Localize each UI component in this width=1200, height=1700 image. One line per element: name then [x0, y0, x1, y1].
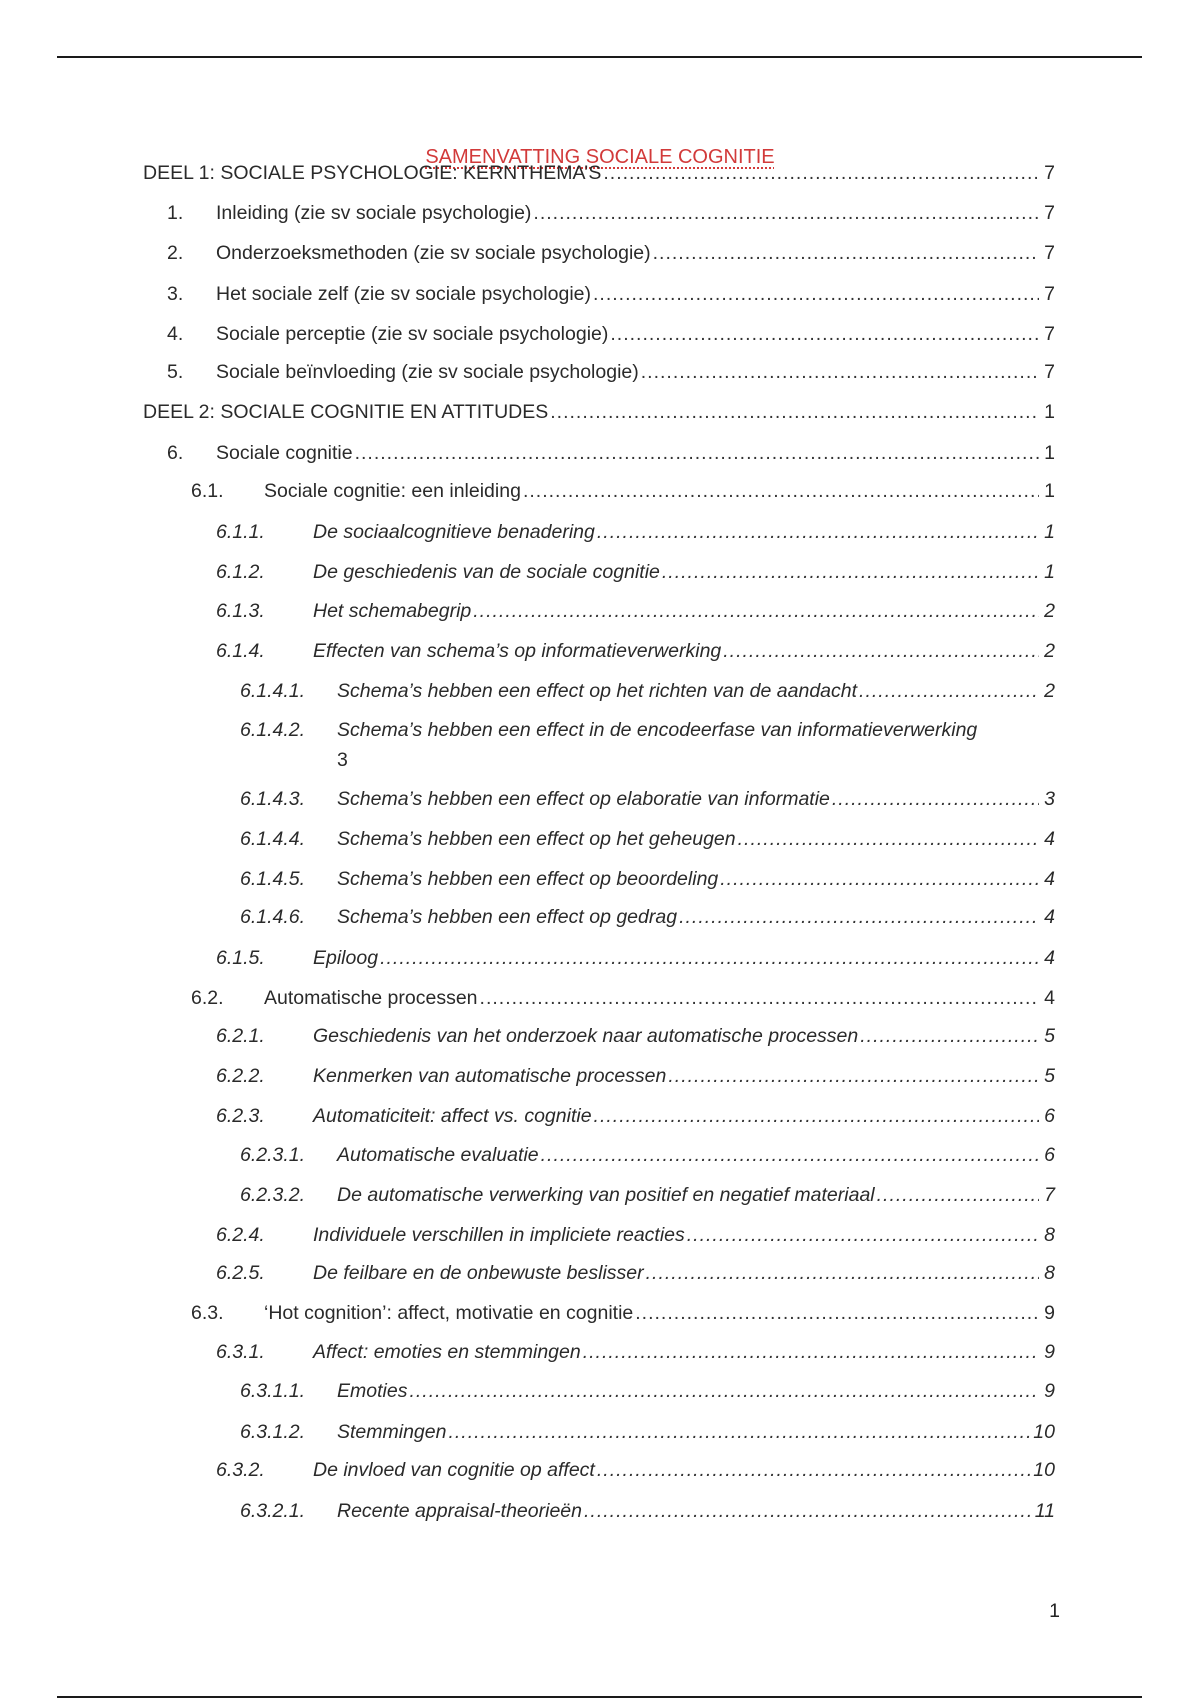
toc-entry-page: 6	[1044, 1144, 1055, 1166]
toc-entry-title: DEEL 1: SOCIALE PSYCHOLOGIE: KERNTHEMA’S	[143, 162, 602, 184]
toc-entry-page: 4	[1044, 828, 1055, 850]
toc-entry-page: 3	[337, 749, 348, 771]
toc-entry[interactable]	[0, 1376, 1200, 1406]
toc-entry-page: 1	[1044, 521, 1055, 543]
toc-entry-number: 3.	[167, 283, 184, 305]
toc-entry-number: 6.3.1.	[216, 1341, 265, 1363]
toc-entry-page: 5	[1044, 1025, 1055, 1047]
dot-leader	[720, 864, 1039, 894]
toc-entry-number: 6.2.3.2.	[240, 1184, 306, 1206]
toc-entry-page: 1	[1044, 561, 1055, 583]
toc-entry-page: 7	[1044, 323, 1055, 345]
toc-entry-title: Schema’s hebben een effect op beoordeling	[337, 868, 719, 890]
toc-entry-number: 6.3.	[191, 1302, 224, 1324]
toc-entry[interactable]	[0, 319, 1200, 349]
dot-leader	[603, 158, 1039, 188]
toc-entry[interactable]	[0, 864, 1200, 894]
toc-entry[interactable]	[0, 824, 1200, 854]
toc-entry-page: 6	[1044, 1105, 1055, 1127]
dot-leader	[355, 438, 1039, 468]
dot-leader	[597, 1455, 1031, 1485]
toc-entry[interactable]	[0, 1455, 1200, 1485]
toc-entry[interactable]	[0, 636, 1200, 666]
toc-entry-number: 6.2.3.1.	[240, 1144, 306, 1166]
toc-entry-number: 6.2.4.	[216, 1224, 265, 1246]
header-rule	[57, 56, 1142, 58]
toc-entry-title: Emoties	[337, 1380, 408, 1402]
toc-entry-page: 7	[1044, 283, 1055, 305]
toc-entry-page: 9	[1044, 1380, 1055, 1402]
dot-leader	[859, 676, 1039, 706]
toc-entry-page: 5	[1044, 1065, 1055, 1087]
toc-entry-number: 5.	[167, 361, 184, 383]
toc-entry[interactable]	[0, 983, 1200, 1013]
toc-entry[interactable]	[0, 279, 1200, 309]
toc-entry-title: Sociale perceptie (zie sv sociale psychologie)	[216, 323, 609, 345]
toc-entry-page: 8	[1044, 1224, 1055, 1246]
toc-entry[interactable]	[0, 1417, 1200, 1447]
toc-entry-title: Onderzoeksmethoden (zie sv sociale psychologie)	[216, 242, 651, 264]
dot-leader	[877, 1180, 1039, 1210]
toc-entry-title: Stemmingen	[337, 1421, 447, 1443]
toc-entry[interactable]	[0, 476, 1200, 506]
toc-entry-number: 6.2.3.	[216, 1105, 265, 1127]
toc-entry-page: 1	[1044, 480, 1055, 502]
toc-entry-title: Effecten van schema’s op informatieverwerking	[313, 640, 722, 662]
toc-entry[interactable]	[0, 784, 1200, 814]
toc-entry-title: Automaticiteit: affect vs. cognitie	[313, 1105, 592, 1127]
toc-entry-title: Schema’s hebben een effect op het richten van de aandacht	[337, 680, 858, 702]
toc-entry-page: 9	[1044, 1302, 1055, 1324]
dot-leader	[583, 1337, 1039, 1367]
toc-entry-page: 7	[1044, 1184, 1055, 1206]
toc-entry-page: 1	[1044, 401, 1055, 423]
dot-leader	[860, 1021, 1039, 1051]
toc-entry-number: 6.1.4.4.	[240, 828, 306, 850]
toc-entry-title: Geschiedenis van het onderzoek naar automatische processen	[313, 1025, 859, 1047]
dot-leader	[668, 1061, 1039, 1091]
toc-entry-page: 4	[1044, 987, 1055, 1009]
dot-leader	[523, 476, 1039, 506]
toc-entry[interactable]	[0, 1258, 1200, 1288]
toc-entry[interactable]	[0, 1101, 1200, 1131]
toc-entry[interactable]	[0, 198, 1200, 228]
toc-entry[interactable]	[0, 1061, 1200, 1091]
dot-leader	[480, 983, 1039, 1013]
dot-leader	[533, 198, 1039, 228]
toc-entry-title: Sociale cognitie: een inleiding	[264, 480, 521, 502]
toc-entry-title: Kenmerken van automatische processen	[313, 1065, 667, 1087]
toc-entry[interactable]	[0, 1140, 1200, 1170]
document-title: SAMENVATTING SOCIALE COGNITIE	[425, 146, 775, 168]
dot-leader	[448, 1417, 1031, 1447]
toc-entry-page: 9	[1044, 1341, 1055, 1363]
toc-entry-title: De sociaalcognitieve benadering	[313, 521, 595, 543]
toc-entry-number: 6.1.1.	[216, 521, 265, 543]
dot-leader	[594, 1101, 1039, 1131]
toc-part-heading[interactable]	[0, 397, 1200, 427]
dot-leader	[610, 319, 1039, 349]
toc-entry-number: 6.1.4.3.	[240, 788, 306, 810]
toc-entry[interactable]	[0, 1180, 1200, 1210]
toc-entry-page: 7	[1044, 242, 1055, 264]
toc-entry-page: 7	[1044, 202, 1055, 224]
toc-entry-number: 6.1.4.2.	[240, 719, 306, 741]
toc-entry-page: 4	[1044, 947, 1055, 969]
dot-leader	[584, 1496, 1033, 1526]
toc-entry[interactable]	[0, 357, 1200, 387]
toc-entry-title: Inleiding (zie sv sociale psychologie)	[216, 202, 532, 224]
toc-entry-number: 6.2.1.	[216, 1025, 265, 1047]
dot-leader	[646, 1258, 1039, 1288]
toc-entry-page: 7	[1044, 361, 1055, 383]
toc-entry-page: 3	[1044, 788, 1055, 810]
toc-entry-title: Schema’s hebben een effect op gedrag	[337, 906, 678, 928]
toc-entry-title: Affect: emoties en stemmingen	[313, 1341, 581, 1363]
toc-entry-page: 2	[1044, 680, 1055, 702]
toc-entry-title: De automatische verwerking van positief en negatief materiaal	[337, 1184, 875, 1206]
toc-entry[interactable]	[0, 517, 1200, 547]
toc-entry-title: Recente appraisal-theorieën	[337, 1500, 582, 1522]
toc-entry-page: 10	[1033, 1459, 1055, 1481]
footer-rule	[57, 1696, 1142, 1698]
toc-entry-number: 6.3.1.2.	[240, 1421, 306, 1443]
toc-entry-number: 6.1.5.	[216, 947, 265, 969]
toc-entry-title: De feilbare en de onbewuste beslisser	[313, 1262, 644, 1284]
toc-entry-number: 1.	[167, 202, 184, 224]
dot-leader	[687, 1220, 1039, 1250]
toc-entry-title: De geschiedenis van de sociale cognitie	[313, 561, 660, 583]
toc-entry-number: 6.	[167, 442, 184, 464]
toc-entry-title: Schema’s hebben een effect op het geheugen	[337, 828, 736, 850]
dot-leader	[653, 238, 1039, 268]
dot-leader	[738, 824, 1039, 854]
toc-entry-number: 6.1.2.	[216, 561, 265, 583]
dot-leader	[679, 902, 1039, 932]
toc-entry[interactable]	[0, 596, 1200, 626]
dot-leader	[723, 636, 1039, 666]
dot-leader	[409, 1376, 1039, 1406]
toc-entry-title: Automatische processen	[264, 987, 478, 1009]
toc-entry-number: 6.1.4.	[216, 640, 265, 662]
toc-entry-title: DEEL 2: SOCIALE COGNITIE EN ATTITUDES	[143, 401, 549, 423]
toc-entry-title: Individuele verschillen in impliciete reacties	[313, 1224, 685, 1246]
dot-leader	[635, 1298, 1039, 1328]
toc-entry-number: 6.2.2.	[216, 1065, 265, 1087]
toc-entry-page: 2	[1044, 600, 1055, 622]
toc-entry-page: 10	[1033, 1421, 1055, 1443]
toc-entry-page: 1	[1044, 442, 1055, 464]
toc-entry-number: 6.1.	[191, 480, 224, 502]
toc-entry-page: 4	[1044, 868, 1055, 890]
toc-entry-page: 8	[1044, 1262, 1055, 1284]
dot-leader	[593, 279, 1039, 309]
toc-entry-number: 6.3.1.1.	[240, 1380, 306, 1402]
toc-entry[interactable]	[0, 238, 1200, 268]
toc-entry-title: ‘Hot cognition’: affect, motivatie en cognitie	[264, 1302, 634, 1324]
dot-leader	[662, 557, 1039, 587]
toc-entry[interactable]	[0, 1021, 1200, 1051]
toc-entry-page: 7	[1044, 162, 1055, 184]
toc-entry-title: Epiloog	[313, 947, 379, 969]
toc-entry[interactable]	[0, 438, 1200, 468]
dot-leader	[473, 596, 1039, 626]
dot-leader	[832, 784, 1039, 814]
toc-entry-title: De invloed van cognitie op affect	[313, 1459, 595, 1481]
toc-entry-number: 2.	[167, 242, 184, 264]
toc-entry-title: Schema’s hebben een effect op elaboratie van informatie	[337, 788, 830, 810]
toc-entry-title: Automatische evaluatie	[337, 1144, 539, 1166]
page-number: 1	[1049, 1600, 1060, 1622]
toc-entry-number: 6.1.4.5.	[240, 868, 306, 890]
toc-entry-number: 6.2.5.	[216, 1262, 265, 1284]
toc-entry-page: 11	[1034, 1500, 1055, 1522]
toc-entry-page: 2	[1044, 640, 1055, 662]
toc-entry-title: Het sociale zelf (zie sv sociale psychologie)	[216, 283, 591, 305]
toc-entry-number: 6.1.4.6.	[240, 906, 306, 928]
dot-leader	[550, 397, 1039, 427]
toc-entry[interactable]	[0, 1298, 1200, 1328]
toc-entry-title: Sociale cognitie	[216, 442, 353, 464]
toc-entry[interactable]	[0, 1496, 1200, 1526]
toc-entry-title: Het schemabegrip	[313, 600, 472, 622]
toc-entry-number: 6.3.2.	[216, 1459, 265, 1481]
dot-leader	[641, 357, 1039, 387]
toc-entry-number: 6.1.3.	[216, 600, 265, 622]
dot-leader	[597, 517, 1039, 547]
toc-entry[interactable]	[0, 676, 1200, 706]
dot-leader	[541, 1140, 1039, 1170]
toc-entry[interactable]	[0, 1337, 1200, 1367]
toc-entry[interactable]	[0, 557, 1200, 587]
toc-entry-number: 4.	[167, 323, 184, 345]
dot-leader	[380, 943, 1039, 973]
toc-entry-number: 6.3.2.1.	[240, 1500, 306, 1522]
toc-entry-title: Sociale beïnvloeding (zie sv sociale psychologie)	[216, 361, 639, 383]
toc-part-heading[interactable]	[0, 158, 1200, 188]
toc-entry-title: Schema’s hebben een effect in de encodeerfase van informatieverwerking	[337, 719, 978, 741]
toc-entry[interactable]	[0, 943, 1200, 973]
toc-entry[interactable]	[0, 902, 1200, 932]
toc-entry[interactable]	[0, 1220, 1200, 1250]
toc-entry-number: 6.1.4.1.	[240, 680, 306, 702]
toc-entry-page: 4	[1044, 906, 1055, 928]
toc-entry-number: 6.2.	[191, 987, 224, 1009]
